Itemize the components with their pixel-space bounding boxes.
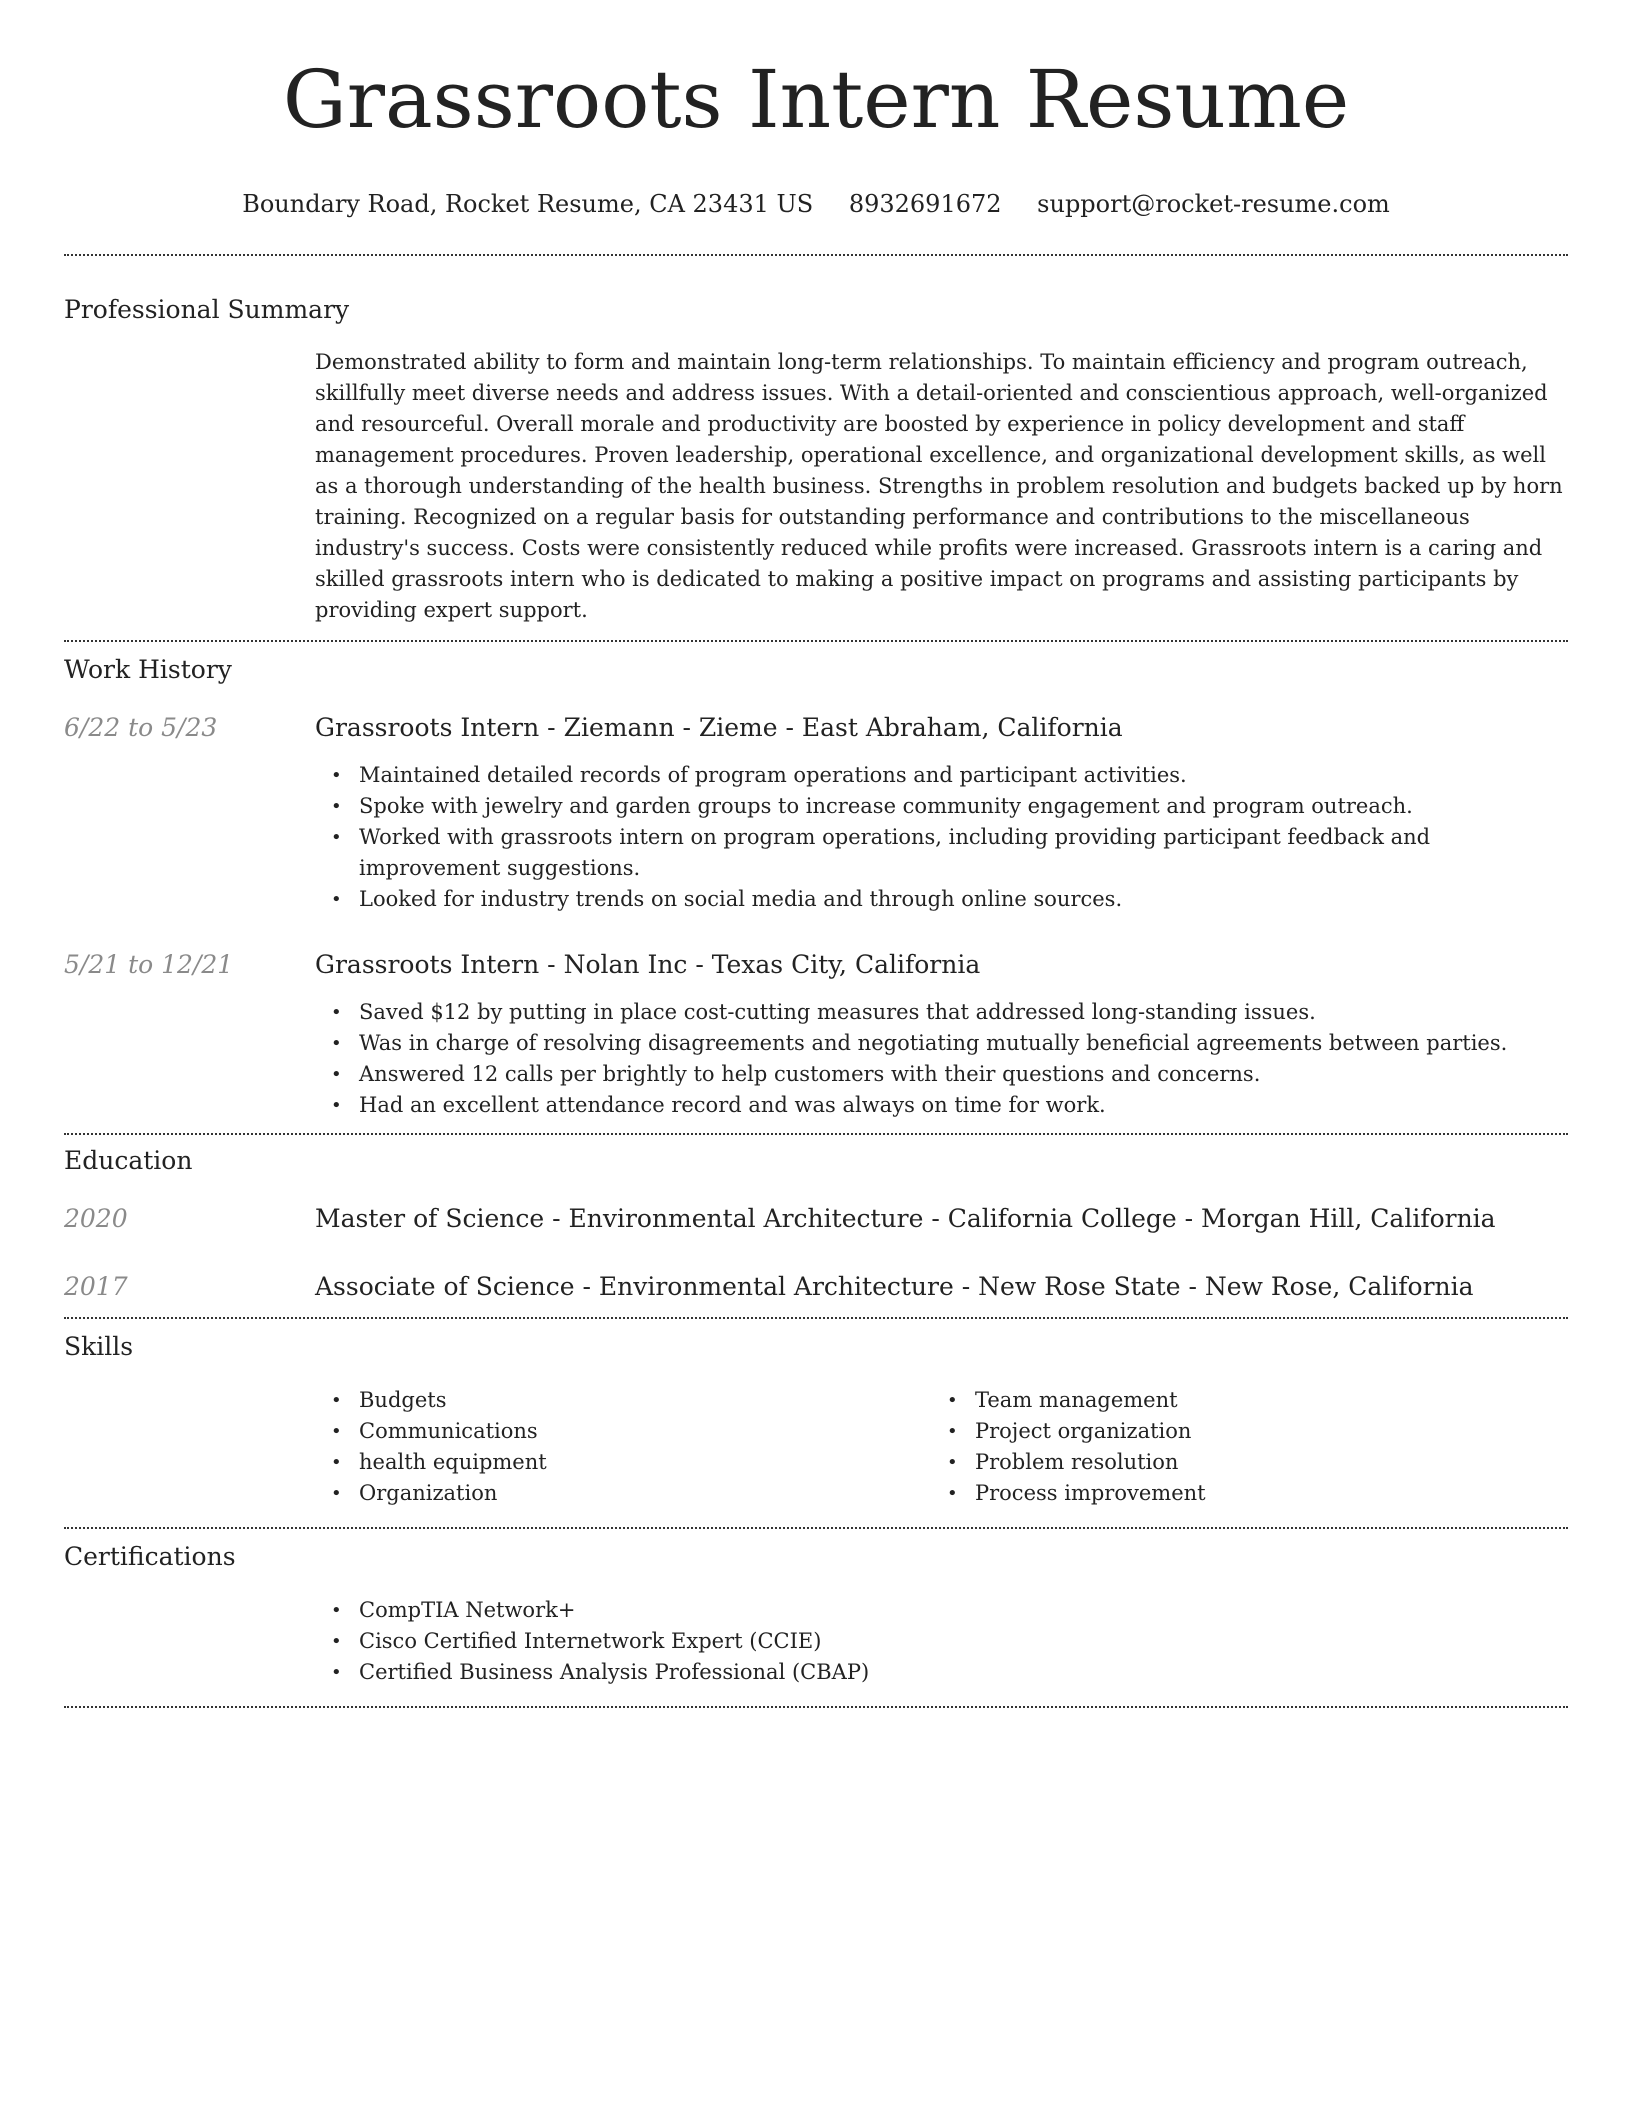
skills-list-left xyxy=(315,1385,931,1509)
contact-line xyxy=(64,188,1568,220)
skills-heading: Skills xyxy=(64,1332,134,1361)
summary-heading: Professional Summary xyxy=(64,295,350,324)
job-dates: 6/22 to 5/23 xyxy=(64,713,218,742)
list-item: • Budgets xyxy=(315,1385,931,1416)
education-entry xyxy=(64,1271,1568,1303)
list-item: • Worked with grassroots intern on program operations, including providing participant feedback and improvement suggestions. xyxy=(315,822,1568,884)
education-text: Master of Science - Environmental Architecture - California College - Morgan Hill, California xyxy=(315,1204,1496,1233)
list-item: • Problem resolution xyxy=(931,1447,1547,1478)
work-section xyxy=(64,642,1568,1133)
list-item: • Saved $12 by putting in place cost-cutting measures that addressed long-standing issues. xyxy=(315,997,1568,1028)
list-item: • health equipment xyxy=(315,1447,931,1478)
list-item: • Project organization xyxy=(931,1416,1547,1447)
job-heading: Grassroots Intern - Ziemann - Zieme - East Abraham, California xyxy=(315,713,1123,742)
divider xyxy=(64,1706,1568,1708)
education-section xyxy=(64,1135,1568,1317)
list-item: • Process improvement xyxy=(931,1478,1547,1509)
list-item: • Certified Business Analysis Professional (CBAP) xyxy=(315,1657,1568,1688)
resume-title: Grassroots Intern Resume xyxy=(282,53,1350,146)
job-entry xyxy=(64,949,1568,1121)
education-year: 2020 xyxy=(64,1204,128,1233)
list-item: • CompTIA Network+ xyxy=(315,1595,1568,1626)
summary-section xyxy=(64,256,1568,640)
skills-list-right xyxy=(931,1385,1547,1509)
list-item: • Spoke with jewelry and garden groups to increase community engagement and program outreach. xyxy=(315,791,1568,822)
education-heading: Education xyxy=(64,1146,193,1175)
education-year: 2017 xyxy=(64,1272,128,1301)
certifications-section xyxy=(64,1529,1568,1706)
job-heading: Grassroots Intern - Nolan Inc - Texas City, California xyxy=(315,950,981,979)
summary-text: Demonstrated ability to form and maintain long-term relationships. To maintain efficiency and program outreach, skillfully meet diverse needs and address issues. With a detail-oriented and conscientious approach, well-organized and resourceful. Overall morale and productivity are boosted by experience in policy development and staff management procedures. Proven leadership, operational excellence, and organizational development skills, as well as a thorough understanding of the health business. Strengths in problem resolution and budgets backed up by horn training. Recognized on a regular basis for outstanding performance and contributions to the miscellaneous industry's success. Costs were consistently reduced while profits were increased. Grassroots intern is a caring and skilled grassroots intern who is dedicated to making a positive impact on programs and assisting participants by providing expert support. xyxy=(315,350,1563,622)
contact-phone: 8932691672 xyxy=(848,190,1002,218)
skills-section xyxy=(64,1319,1568,1527)
list-item: • Looked for industry trends on social media and through online sources. xyxy=(315,884,1568,915)
contact-email: support@rocket-resume.com xyxy=(1037,190,1390,218)
certifications-heading: Certifications xyxy=(64,1542,236,1571)
list-item: • Maintained detailed records of program operations and participant activities. xyxy=(315,760,1568,791)
contact-address: Boundary Road, Rocket Resume, CA 23431 US xyxy=(242,190,814,218)
list-item: • Answered 12 calls per brightly to help customers with their questions and concerns. xyxy=(315,1059,1568,1090)
job-entry xyxy=(64,712,1568,915)
list-item: • Cisco Certified Internetwork Expert (CCIE) xyxy=(315,1626,1568,1657)
education-entry xyxy=(64,1203,1568,1235)
certifications-list xyxy=(315,1595,1568,1688)
job-dates: 5/21 to 12/21 xyxy=(64,950,234,979)
list-item: • Was in charge of resolving disagreements and negotiating mutually beneficial agreements between parties. xyxy=(315,1028,1568,1059)
education-text: Associate of Science - Environmental Architecture - New Rose State - New Rose, California xyxy=(315,1272,1474,1301)
list-item: • Had an excellent attendance record and was always on time for work. xyxy=(315,1090,1568,1121)
job-bullets xyxy=(315,760,1568,915)
work-heading: Work History xyxy=(64,655,232,684)
list-item: • Communications xyxy=(315,1416,931,1447)
list-item: • Team management xyxy=(931,1385,1547,1416)
job-bullets xyxy=(315,997,1568,1121)
list-item: • Organization xyxy=(315,1478,931,1509)
